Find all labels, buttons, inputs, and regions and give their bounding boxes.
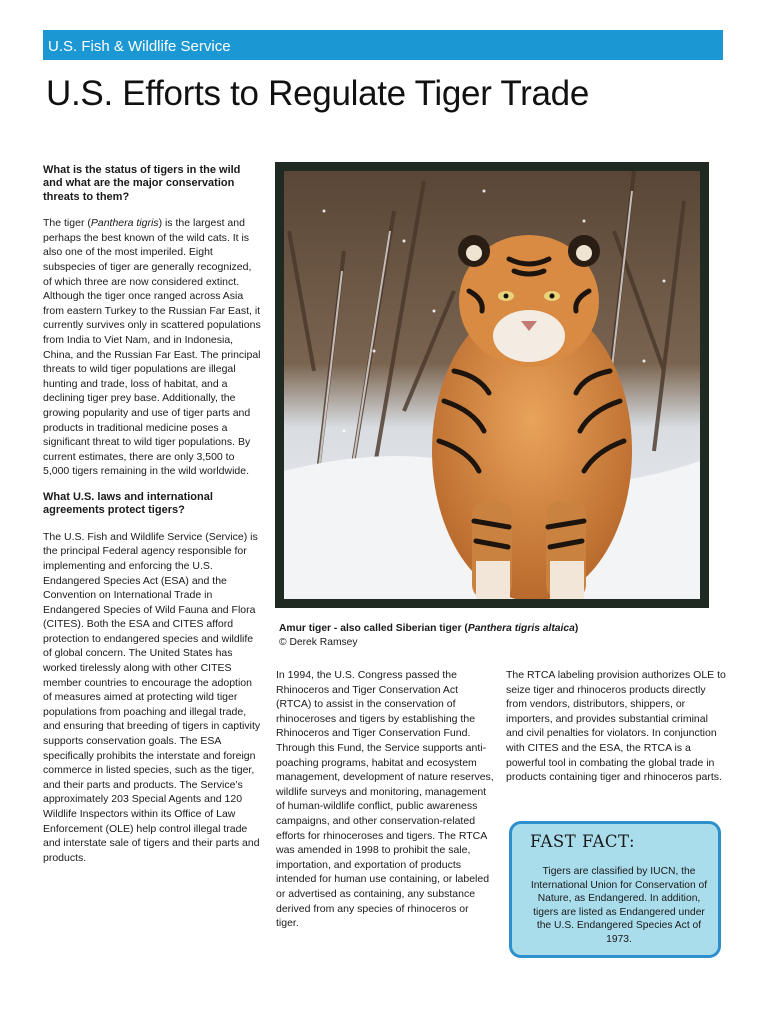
page-title: U.S. Efforts to Regulate Tiger Trade: [46, 74, 589, 113]
agency-banner: [43, 30, 723, 60]
species-name: Panthera tigris: [90, 217, 159, 230]
tiger-photo-frame: [275, 162, 709, 608]
rtca-paragraph: In 1994, the U.S. Congress passed the Rhinoceros and Tiger Conservation Act (RTCA) to assist in the conservation of rhinoceroses and tigers by establishing the Rhinoceros and Tiger Conservation Fund. Through this Fund, the Service supports anti-poaching programs, habitat and ecosystem management, development of nature reserves, wildlife surveys and monitoring, management of human-wildlife conflict, public awareness campaigns, and other conservation-related efforts for rhinoceroses and tigers. The RTCA was amended in 1998 to prohibit the sale, importation, and exportation of products intended for human use containing, or labeled or advertised as containing, any substance derived from any species of rhinoceros or tiger.: [276, 669, 494, 930]
middle-column: [276, 668, 494, 931]
section2-heading: What U.S. laws and international agreements protect tigers?: [43, 490, 213, 517]
section1-paragraph: The tiger (Panthera tigris) is the largest and perhaps the best known of the wild cats. It is also one of the most imperiled. Eight subspecies of tiger are generally recognized, of which three are now considered extinct. Although the tiger once ranged across Asia from eastern Turkey to the Russian Far East, it currently survives only in scattered populations from India to Viet Nam, and in Indonesia, China, and the Russian Far East. The principal threats to wild tiger populations are illegal hunting and trade, loss of habitat, and a declining tiger prey base. Additionally, the growing popularity and use of tiger parts and products in traditional medicine poses a significant threat to wild tiger populations. By current estimates, there are only 3,500 to 5,000 tigers remaining in the wild worldwide.: [43, 217, 261, 478]
tiger-photo: [284, 171, 700, 599]
right-column: [506, 668, 726, 785]
section2-paragraph: The U.S. Fish and Wildlife Service (Service) is the principal Federal agency responsible for implementing and enforcing the U.S. Endangered Species Act (ESA) and the Convention on International Trade in Endangered Species of Wild Fauna and Flora (CITES). Both the ESA and CITES afford protection to endangered species and wildlife of global concern. The United States has worked tirelessly along with other CITES member countries to encourage the adoption of measures aimed at protecting wild tiger populations from poaching and illegal trade, and ensuring that breeding of tigers in captivity supports conservation goals. The ESA specifically prohibits the interstate and foreign commerce in listed species, such as the tiger, and their parts and products. The Service’s approximately 203 Special Agents and 120 Wildlife Inspectors within its Office of Law Enforcement (OLE) help control illegal trade and interstate sale of tigers and their parts and products.: [43, 530, 261, 864]
agency-name: U.S. Fish & Wildlife Service: [48, 38, 231, 55]
rtca-labeling-paragraph: The RTCA labeling provision authorizes OLE to seize tiger and rhinoceros products directly from vendors, distributors, shippers, or importers, and provides substantial criminal and civil penalties for violators. In conjunction with CITES and the ESA, the RTCA is a powerful tool in combating the global trade in products containing tiger and rhinoceros parts.: [506, 669, 726, 784]
photo-caption: [279, 622, 719, 650]
fast-fact-title: FAST FACT:: [530, 832, 636, 851]
fast-fact-box: [509, 821, 721, 958]
fast-fact-body: Tigers are classified by IUCN, the International Union for Conservation of Nature, as Endangered. In addition, tigers are listed as Endangered under the U.S. Endangered Species Act of 1973.: [530, 866, 708, 945]
left-column: [43, 164, 263, 865]
section1-heading: What is the status of tigers in the wild and what are the major conservation threats to them?: [43, 164, 241, 203]
photo-credit: © Derek Ramsey: [279, 637, 358, 648]
caption-title: Amur tiger - also called Siberian tiger (Panthera tigris altaica): [279, 623, 579, 634]
